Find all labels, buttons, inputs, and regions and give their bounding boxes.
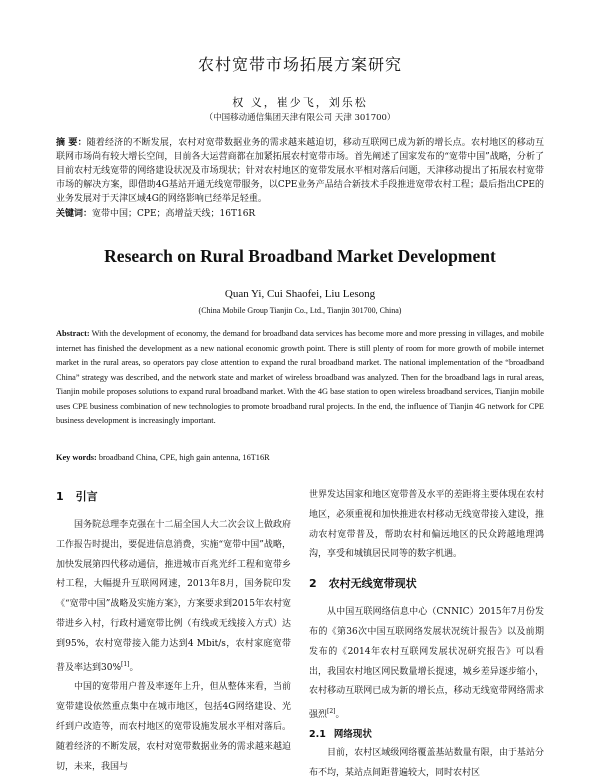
- section-title: 引言: [75, 490, 98, 503]
- chinese-authors: 权 义，崔少飞，刘乐松: [232, 96, 368, 109]
- chinese-keywords-label: 关键词：: [56, 209, 93, 219]
- chinese-title: 农村宽带市场拓展方案研究: [197, 55, 402, 74]
- english-keywords-text: broadband China, CPE, high gain antenna, 16T16R: [98, 453, 270, 462]
- english-keywords-label: Key words:: [56, 453, 97, 462]
- paragraph: [56, 516, 291, 678]
- subsection-number: 2.1: [309, 728, 326, 740]
- paragraph-end: 。: [129, 662, 139, 673]
- paragraph: 目前，农村区域级网络覆盖基站数量有限，由于基站分布不均，某站点间距普遍较大，同时农村区: [309, 747, 544, 778]
- chinese-keywords-text: 宽带中国；CPE；高增益天线；16T16R: [92, 209, 256, 219]
- section-number: 2: [309, 577, 317, 591]
- section-heading-introduction: [56, 486, 291, 508]
- english-abstract-label: Abstract:: [56, 329, 90, 338]
- english-abstract-text: With the development of economy, the demand for broadband data services has become more and more pressing in villages, and mobile internet has finished the development as a new national economic growth point. There is still plenty of room for more growth of mobile internet market in the rural areas, so operators pay close attention to expand the rural broadband market. The national implementation of the “broadband China” strategy was described, and the network state and market of wireless broadband was analyzed. Then for the broadband lags in rural areas, Tianjin mobile proposes solutions to expand rural broadband market. With the 4G base station to open wireless broadband services, Tianjin mobile uses CPE business combination of new technologies to promote broadband rural projects. In the end, the influence of Tianjin 4G network for CPE business development is increasingly important.: [56, 329, 544, 425]
- paragraph: 中国的宽带用户普及率逐年上升，但从整体来看，当前宽带建设依然重点集中在城市地区，包括4G网络建设、光纤到户改造等，而农村地区的宽带设施发展水平相对落后。随着经济的不断发展，农村对宽带数据业务的需求越来越迫切，未来，我国与: [56, 682, 291, 772]
- section-heading-rural-wireless: [309, 573, 544, 595]
- citation-ref: [1]: [121, 660, 130, 668]
- paragraph-text: 从中国互联网络信息中心（CNNIC）2015年7月份发布的《第36次中国互联网络发展状况统计报告》以及前期发布的《2014年农村互联网发展状况研究报告》可以看出，我国农村地区网民数量增长提速，城乡差异逐步缩小，农村移动互联网已成为新的增长点，移动无线宽带网络需求强烈: [309, 607, 544, 721]
- chinese-abstract-text: 随着经济的不断发展，农村对宽带数据业务的需求越来越迫切，移动互联网已成为新的增长点。农村地区的移动互联网市场尚有较大增长空间，目前各大运营商都在加紧拓展农村宽带市场。首先阐述了国家发布的“宽带中国”战略，分析了目前农村无线宽带的网络建设状况及市场现状；针对农村地区的宽带发展水平相对落后问题，天津移动提出了拓展农村宽带市场的解决方案，即借助4G基站开通无线宽带服务，以CPE业务产品结合新技术手段推进宽带农村工程；最后指出CPE的业务发展对于天津区域4G的网络影响已经举足轻重。: [56, 138, 544, 204]
- chinese-affiliation: （中国移动通信集团天津有限公司 天津 301700）: [204, 113, 396, 123]
- english-abstract: [56, 327, 544, 429]
- chinese-abstract-label: 摘 要：: [56, 138, 87, 148]
- chinese-keywords: [56, 208, 544, 221]
- chinese-abstract: [56, 136, 544, 206]
- citation-ref: [2]: [327, 708, 336, 716]
- paragraph: [309, 603, 544, 726]
- paragraph-continued: 世界发达国家和地区宽带普及水平的差距将主要体现在农村地区，必须重视和加快推进农村移动无线宽带接入建设，推动农村宽带普及，帮助农村和偏远地区的民众跨越地理鸿沟，享受和城镇居民同等的数字机遇。: [309, 490, 544, 560]
- section-number: 1: [56, 490, 64, 503]
- paragraph-text: 国务院总理李克强在十二届全国人大二次会议上做政府工作报告时提出，要促进信息消费，实施“宽带中国”战略，加快发展第四代移动通信，推进城市百兆光纤工程和宽带乡村工程，大幅提升互联网网速，2013年8月，国务院印发《“宽带中国”战略及实施方案》，方案要求到2015年农村宽带进乡入村，行政村通宽带比例（有线或无线接入方式）达到95%，农村宽带接入能力达到4 Mbit/s，农村家庭宽带普及率达到30%: [56, 520, 291, 673]
- section-title: 农村无线宽带现状: [328, 577, 417, 591]
- english-title: Research on Rural Broadband Market Development: [104, 246, 496, 266]
- body-column-left: [56, 486, 291, 777]
- subsection-title: 网络现状: [333, 728, 372, 740]
- english-affiliation: (China Mobile Group Tianjin Co., Ltd., Tianjin 301700, China): [198, 306, 402, 315]
- english-authors: Quan Yi, Cui Shaofei, Liu Lesong: [224, 288, 376, 300]
- paragraph-end: 。: [335, 710, 345, 721]
- body-column-right: [309, 486, 544, 784]
- english-keywords: [56, 452, 544, 464]
- subsection-heading-network-status: [309, 726, 544, 744]
